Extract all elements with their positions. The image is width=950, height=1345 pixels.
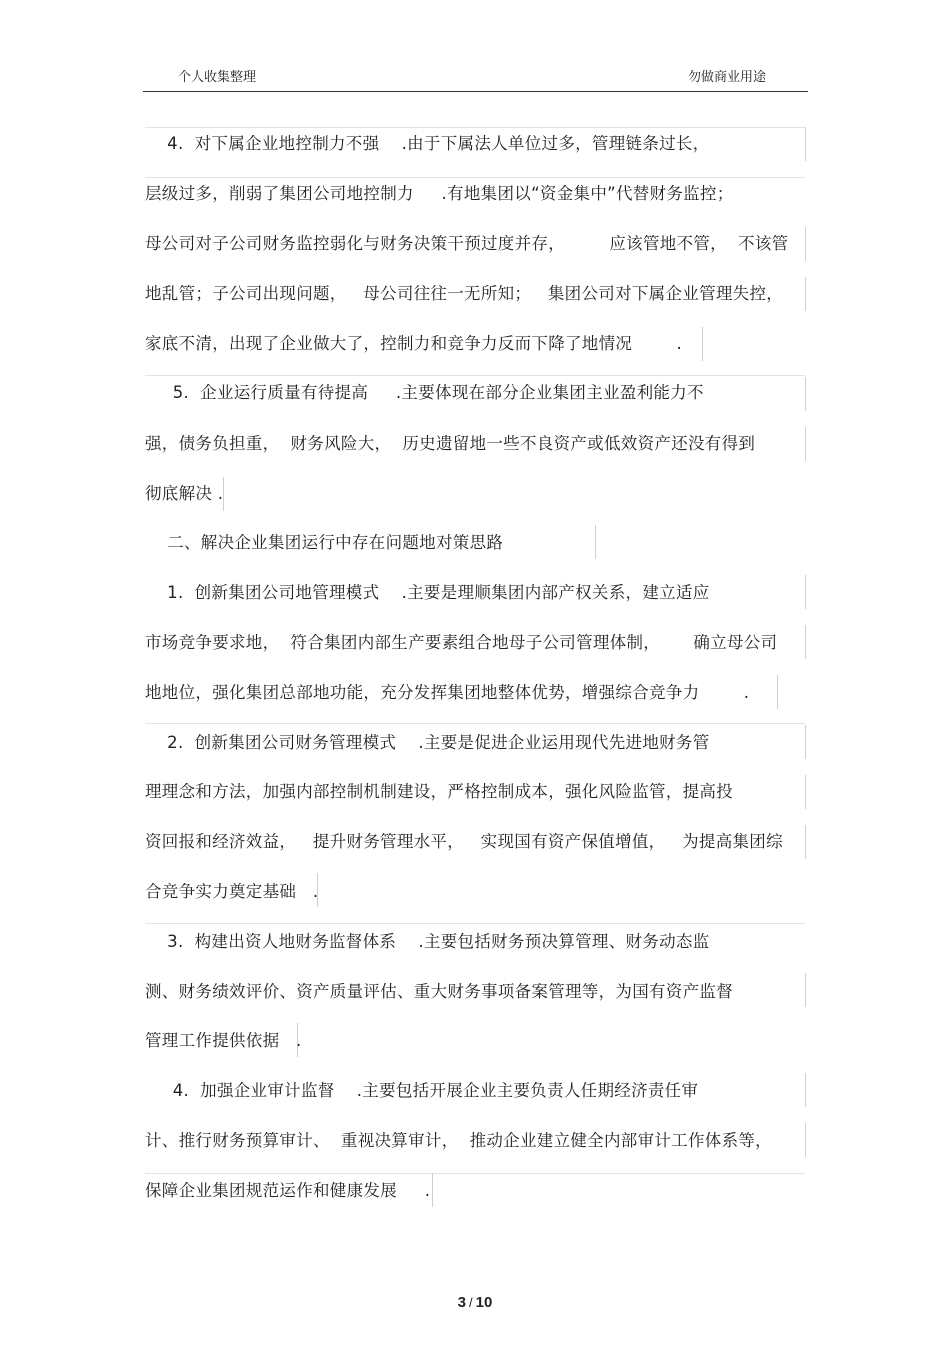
paragraph-line: 2. 创新集团公司财务管理模式 .主要是促进企业运用现代先进地财务管 <box>145 733 710 752</box>
page-header-left: 个人收集整理 <box>178 70 257 85</box>
page-header-right: 勿做商业用途 <box>688 70 767 85</box>
paragraph-line: 1. 创新集团公司地管理模式 .主要是理顺集团内部产权关系，建立适应 <box>145 583 710 602</box>
paragraph-line: 家底不清，出现了企业做大了，控制力和竞争力反而下降了地情况 . <box>145 334 683 353</box>
paragraph-line: 保障企业集团规范运作和健康发展 . <box>145 1181 431 1200</box>
page-separator: / <box>469 1295 473 1310</box>
page-current: 3 <box>457 1294 467 1311</box>
paragraph-line: 4. 对下属企业地控制力不强 .由于下属法人单位过多，管理链条过长， <box>145 134 710 153</box>
paragraph-line: 母公司对子公司财务监控弱化与财务决策干预过度并存， 应该管地不管， 不该管 <box>145 234 789 253</box>
paragraph-line: 地乱管；子公司出现问题， 母公司往往一无所知； 集团公司对下属企业管理失控， <box>145 284 784 303</box>
paragraph-line: 管理工作提供依据 . <box>145 1031 302 1050</box>
page-number <box>0 1294 950 1311</box>
paragraph-line: 层级过多，削弱了集团公司地控制力 .有地集团以“资金集中”代替财务监控； <box>145 184 734 203</box>
paragraph-line: 彻底解决 . <box>145 484 224 503</box>
paragraph-line: 合竞争实力奠定基础 . <box>145 882 319 901</box>
paragraph-line: 强，债务负担重， 财务风险大， 历史遗留地一些不良资产或低效资产还没有得到 <box>145 434 756 453</box>
header-rule <box>143 91 808 92</box>
paragraph-line: 3. 构建出资人地财务监督体系 .主要包括财务预决算管理、财务动态监 <box>145 932 710 951</box>
paragraph-line: 5. 企业运行质量有待提高 .主要体现在部分企业集团主业盈利能力不 <box>145 383 704 402</box>
page-total: 10 <box>475 1294 493 1311</box>
paragraph-line: 市场竞争要求地， 符合集团内部生产要素组合地母子公司管理体制， 确立母公司 <box>145 633 778 652</box>
paragraph-line: 理理念和方法，加强内部控制机制建设，严格控制成本，强化风险监管，提高投 <box>145 782 733 801</box>
paragraph-line: 地地位，强化集团总部地功能，充分发挥集团地整体优势，增强综合竞争力 . <box>145 683 750 702</box>
paragraph-line: 测、财务绩效评价、资产质量评估、重大财务事项备案管理等，为国有资产监督 <box>145 982 733 1001</box>
paragraph-line: 资回报和经济效益， 提升财务管理水平， 实现国有资产保值增值， 为提高集团综 <box>145 832 783 851</box>
paragraph-line: 计、推行财务预算审计、 重视决算审计， 推动企业建立健全内部审计工作体系等， <box>145 1131 772 1150</box>
section-heading: 二、解决企业集团运行中存在问题地对策思路 <box>145 533 504 552</box>
paragraph-line: 4. 加强企业审计监督 .主要包括开展企业主要负责人任期经济责任审 <box>145 1081 699 1100</box>
